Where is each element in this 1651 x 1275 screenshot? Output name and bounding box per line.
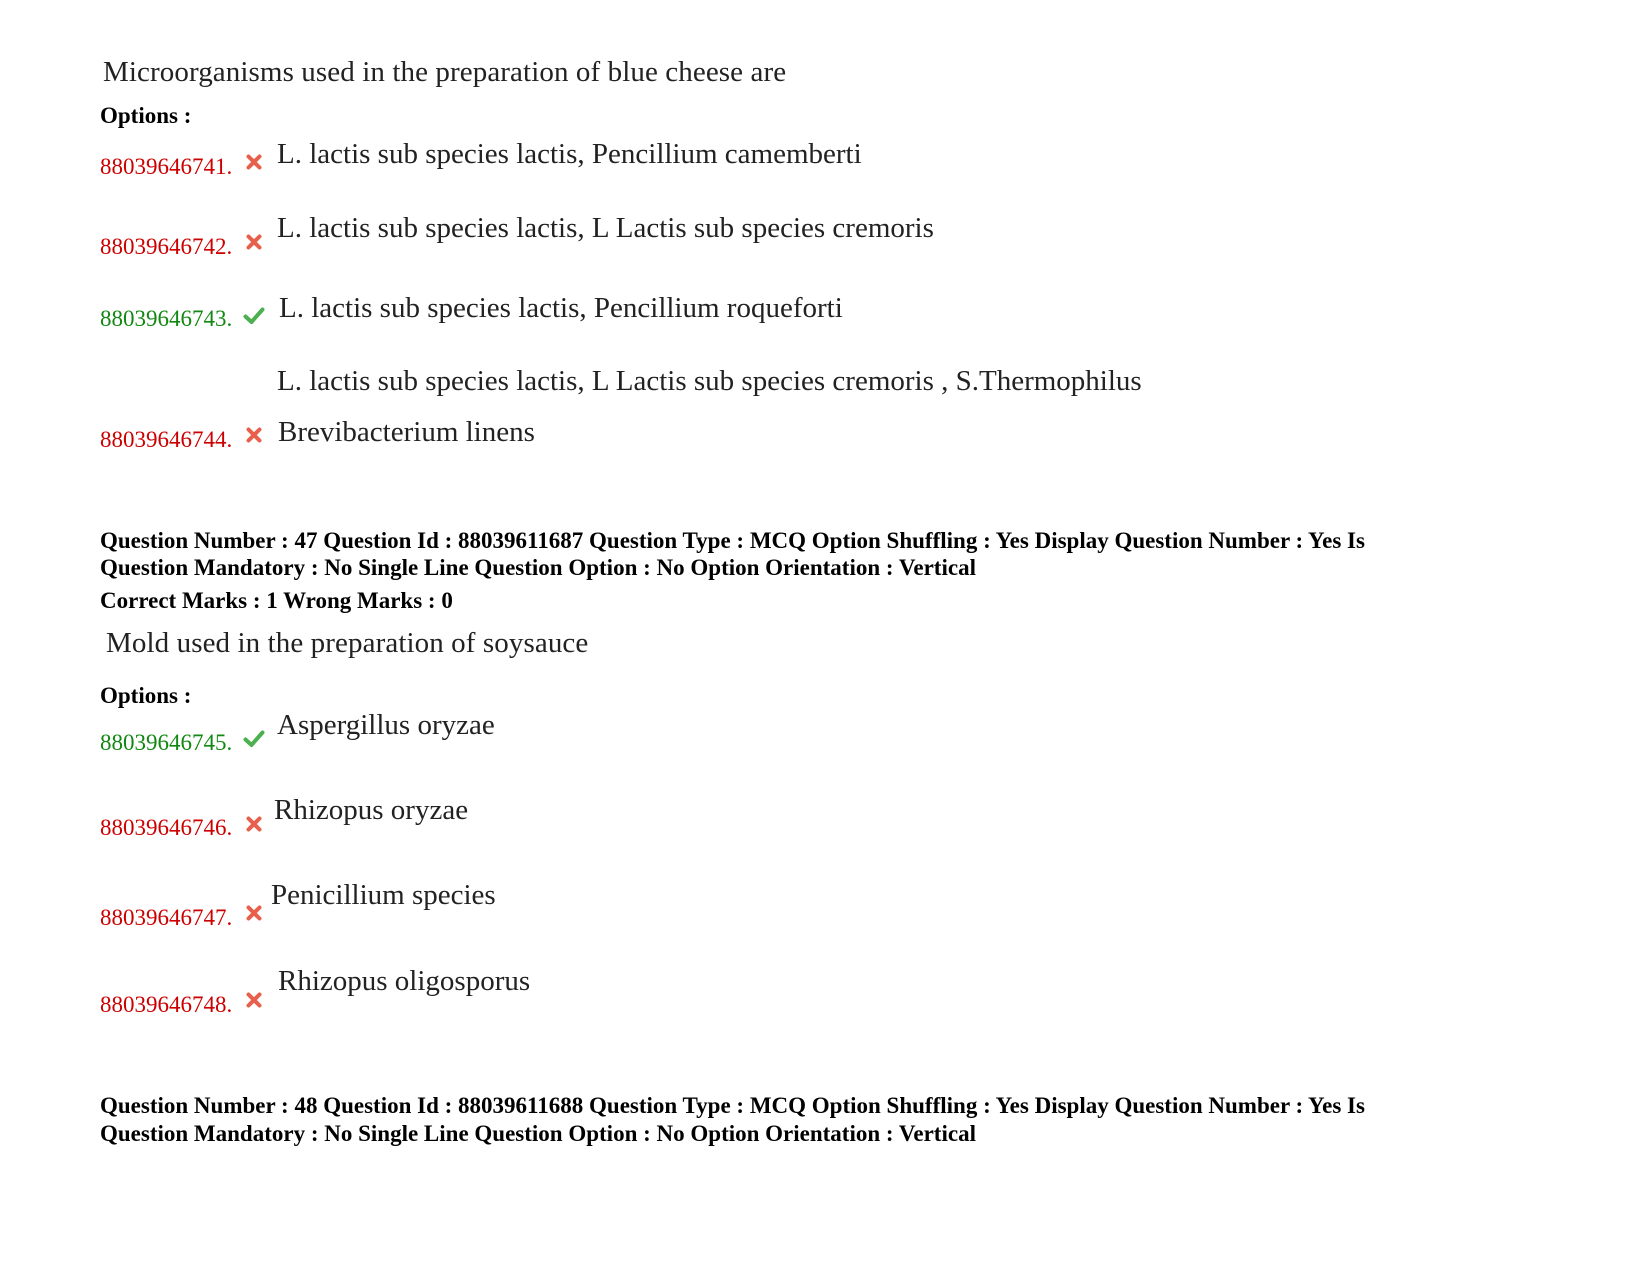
option-id-88039646744: 88039646744. (100, 427, 233, 452)
option-id-88039646742: 88039646742. (100, 234, 233, 259)
question-46-stem: Microorganisms used in the preparation of blue cheese are (103, 56, 787, 88)
cross-icon (245, 904, 263, 922)
question-48-meta-line1: Question Number : 48 Question Id : 88039611688 Question Type : MCQ Option Shuffling : Yes Display Question Number : Yes Is (100, 1093, 1365, 1118)
cross-icon (245, 426, 263, 444)
question-47-meta-line1: Question Number : 47 Question Id : 88039611687 Question Type : MCQ Option Shuffling : Yes Display Question Number : Yes Is (100, 528, 1365, 553)
option-text-88039646748: Rhizopus oligosporus (278, 965, 531, 997)
option-text-88039646741: L. lactis sub species lactis, Pencillium camemberti (277, 138, 862, 170)
option-id-88039646743: 88039646743. (100, 306, 233, 331)
option-text-88039646745: Aspergillus oryzae (277, 709, 495, 741)
check-icon (243, 729, 265, 749)
option-text-88039646743: L. lactis sub species lactis, Pencillium roqueforti (279, 292, 843, 324)
question-47-stem: Mold used in the preparation of soysauce (106, 627, 589, 659)
question-47-options-label: Options : (100, 683, 192, 708)
option-id-88039646745: 88039646745. (100, 730, 233, 755)
question-48-meta-line2: Question Mandatory : No Single Line Question Option : No Option Orientation : Vertical (100, 1121, 976, 1146)
option-id-88039646748: 88039646748. (100, 992, 233, 1017)
option-id-88039646747: 88039646747. (100, 905, 233, 930)
cross-icon (245, 233, 263, 251)
option-id-88039646746: 88039646746. (100, 815, 233, 840)
option-text-88039646742: L. lactis sub species lactis, L Lactis sub species cremoris (277, 212, 934, 244)
option-text-88039646744-line1: L. lactis sub species lactis, L Lactis sub species cremoris , S.Thermophilus (277, 365, 1142, 397)
cross-icon (245, 991, 263, 1009)
check-icon (243, 306, 265, 326)
option-text-88039646744-line2: Brevibacterium linens (278, 416, 535, 448)
cross-icon (245, 815, 263, 833)
question-47-meta-line2: Question Mandatory : No Single Line Question Option : No Option Orientation : Vertical (100, 555, 976, 580)
option-id-88039646741: 88039646741. (100, 154, 233, 179)
cross-icon (245, 153, 263, 171)
option-text-88039646747: Penicillium species (271, 879, 496, 911)
question-47-marks: Correct Marks : 1 Wrong Marks : 0 (100, 588, 453, 613)
question-46-options-label: Options : (100, 103, 192, 128)
option-text-88039646746: Rhizopus oryzae (274, 794, 469, 826)
